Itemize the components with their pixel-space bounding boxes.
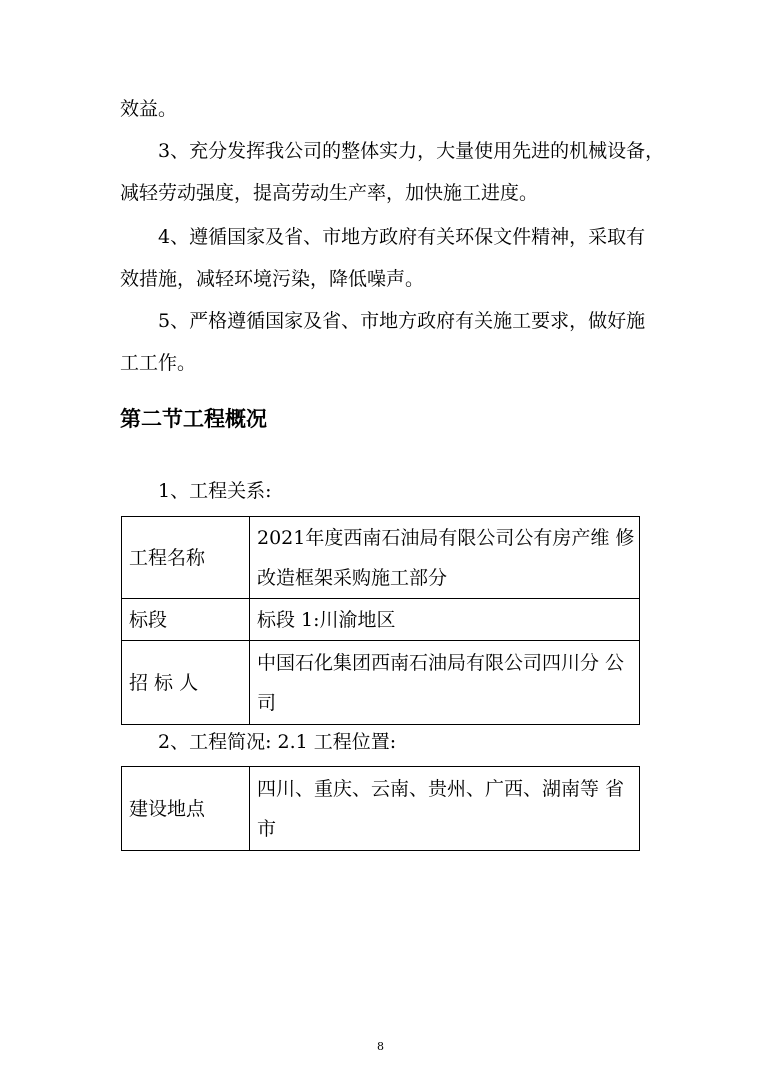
paragraph-line: 效措施，减轻环境污染，降低噪声。: [120, 268, 425, 290]
page-number: 8: [377, 1040, 384, 1053]
paragraph-line: 工工作。: [120, 352, 197, 374]
table-cell-label: 招 标 人: [122, 641, 250, 725]
section-item-label: 2、工程简况: 2.1 工程位置:: [158, 731, 397, 753]
table-cell-value: 2021年度西南石油局有限公司公有房产维 修改造框架采购施工部分: [250, 517, 640, 599]
table-row: [122, 599, 640, 641]
paragraph-line: 减轻劳动强度，提高劳动生产率，加快施工进度。: [120, 182, 539, 204]
table-cell-label: 工程名称: [122, 517, 250, 599]
paragraph-line: 4、遵循国家及省、市地方政府有关环保文件精神，采取有: [158, 226, 646, 248]
section-item-label: 1、工程关系:: [158, 480, 272, 502]
table-cell-value: 四川、重庆、云南、贵州、广西、湖南等 省市: [250, 767, 640, 851]
paragraph-line: 3、充分发挥我公司的整体实力，大量使用先进的机械设备，: [158, 140, 665, 162]
project-location-table: [121, 766, 640, 851]
table-cell-label: 建设地点: [122, 767, 250, 851]
table-cell-label: 标段: [122, 599, 250, 641]
table-row: [122, 767, 640, 851]
paragraph-line: 5、严格遵循国家及省、市地方政府有关施工要求，做好施: [158, 310, 646, 332]
table-cell-value: 中国石化集团西南石油局有限公司四川分 公司: [250, 641, 640, 725]
table-cell-value: 标段 1:川渝地区: [250, 599, 640, 641]
table-row: [122, 641, 640, 725]
table-row: [122, 517, 640, 599]
paragraph-line: 效益。: [120, 98, 178, 120]
section-title: 第二节工程概况: [120, 407, 267, 431]
project-relation-table: [121, 516, 640, 725]
